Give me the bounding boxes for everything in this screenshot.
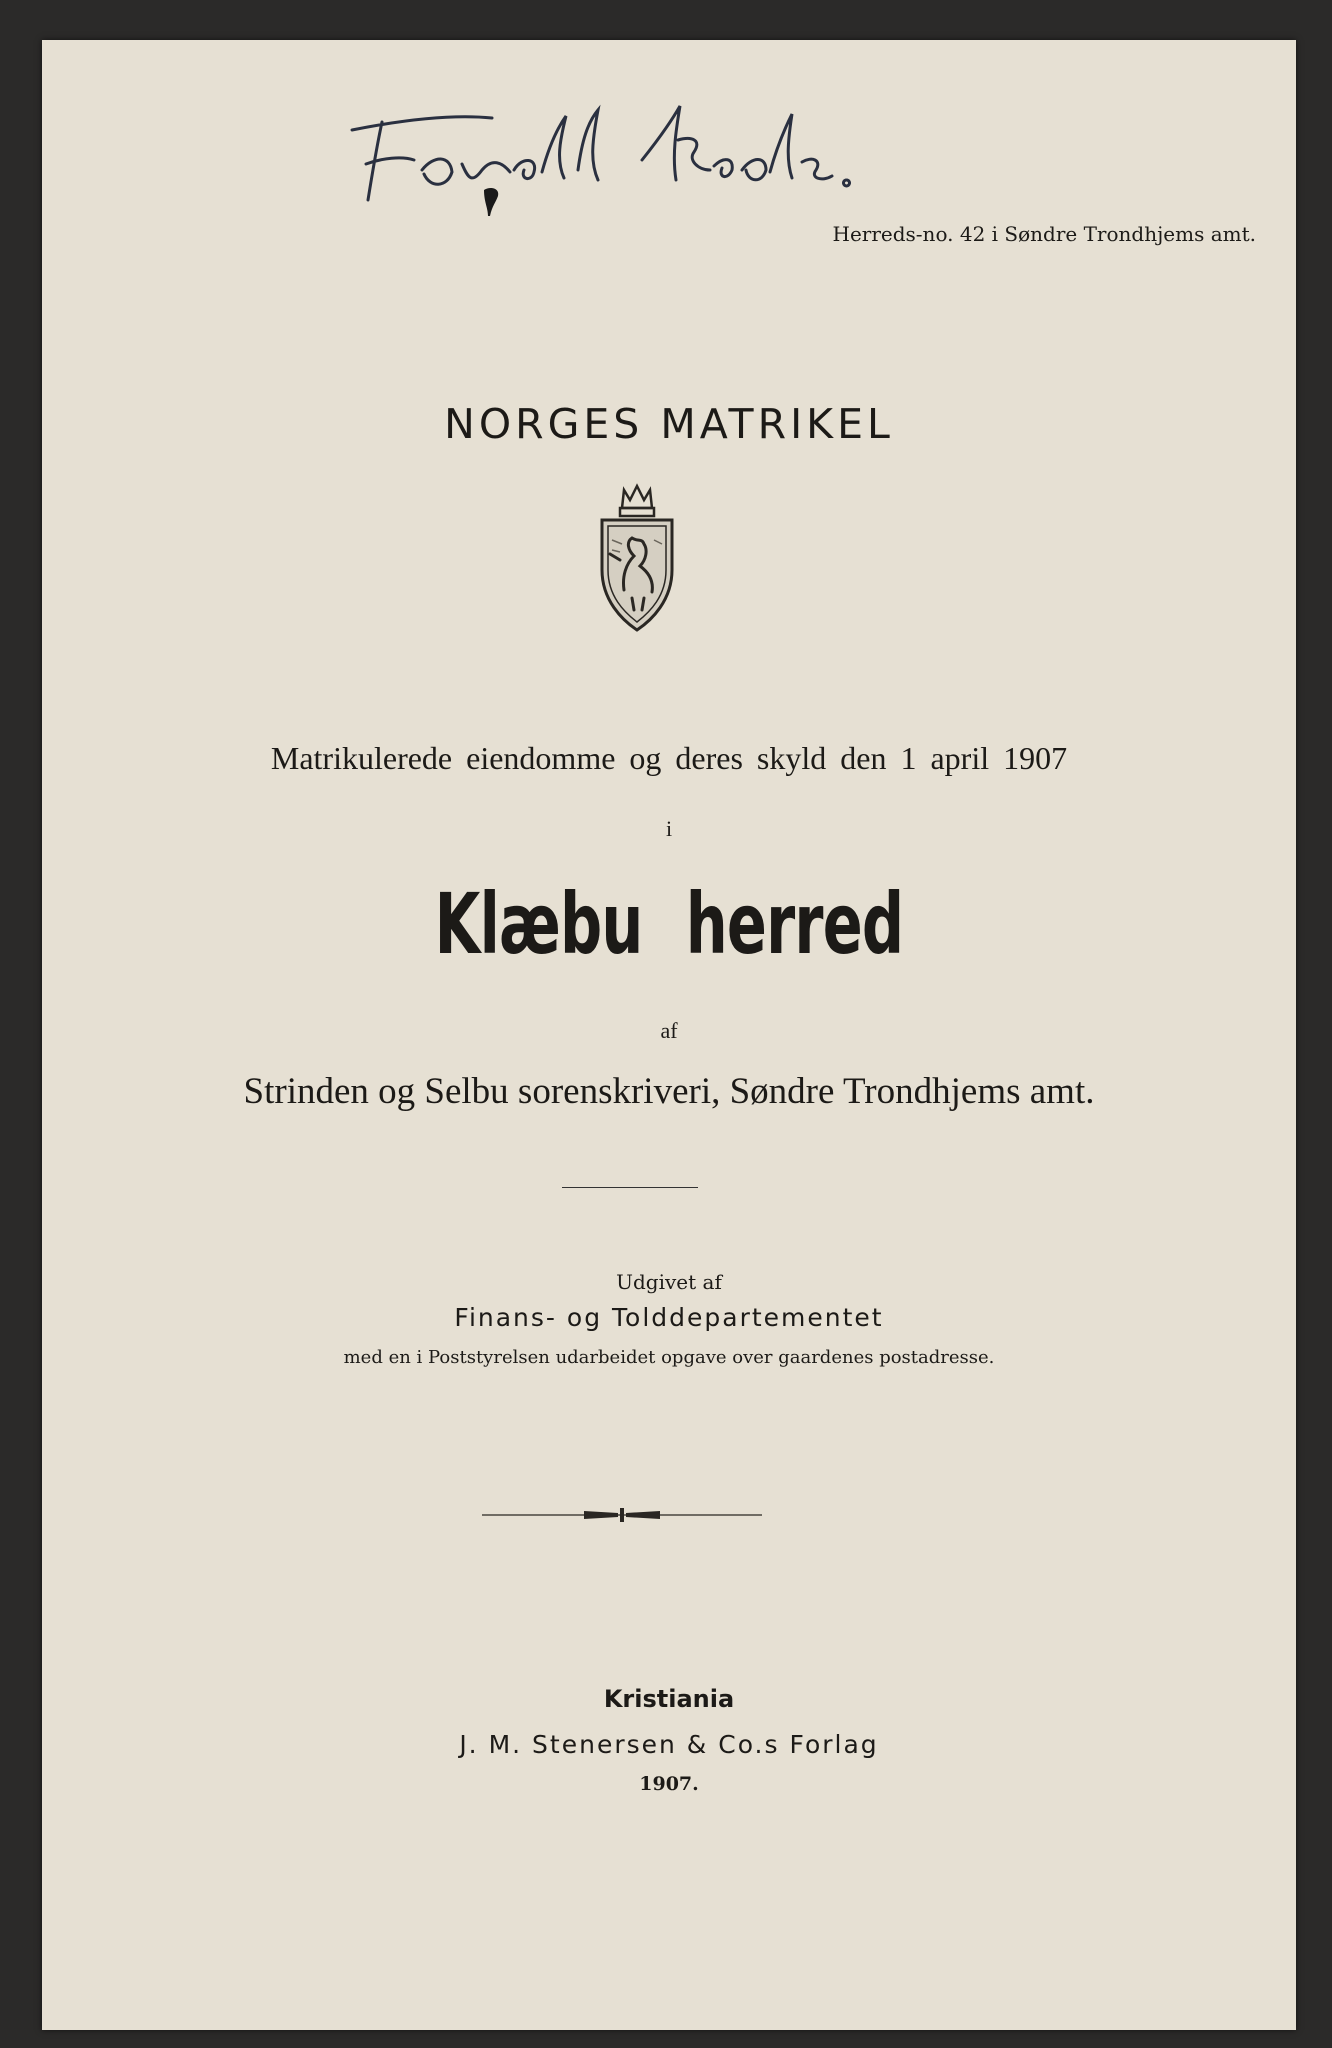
- place: Kristiania: [603, 1685, 735, 1713]
- document-page: [42, 40, 1296, 2030]
- handwritten-annotation-icon: [342, 100, 902, 220]
- connector-i: i: [665, 816, 673, 841]
- district-line: Strinden og Selbu sorenskriveri, Søndre Trondhjems amt.: [243, 1071, 1095, 1112]
- postal-note: med en i Poststyrelsen udarbeidet opgave over gaardenes postadresse.: [343, 1347, 995, 1368]
- connector-af: af: [660, 1018, 678, 1043]
- herreds-number: Herreds-no. 42 i Søndre Trondhjems amt.: [832, 222, 1256, 246]
- series-title: NORGES MATRIKEL: [444, 400, 894, 448]
- printer: J. M. Stenersen & Co.s Forlag: [459, 1730, 879, 1759]
- publisher-department: Finans- og Tolddepartementet: [454, 1303, 884, 1332]
- norway-coat-of-arms-icon: [582, 480, 692, 640]
- intro-line: Matrikulerede eiendomme og deres skyld den 1 april 1907: [270, 740, 1068, 776]
- ornament-divider-icon: [482, 1505, 762, 1525]
- main-title: Klæbu herred: [434, 875, 904, 973]
- ink-mark-icon: [480, 186, 502, 218]
- published-by-label: Udgivet af: [616, 1270, 722, 1294]
- publication-year: 1907.: [639, 1773, 699, 1795]
- divider: [562, 1187, 698, 1188]
